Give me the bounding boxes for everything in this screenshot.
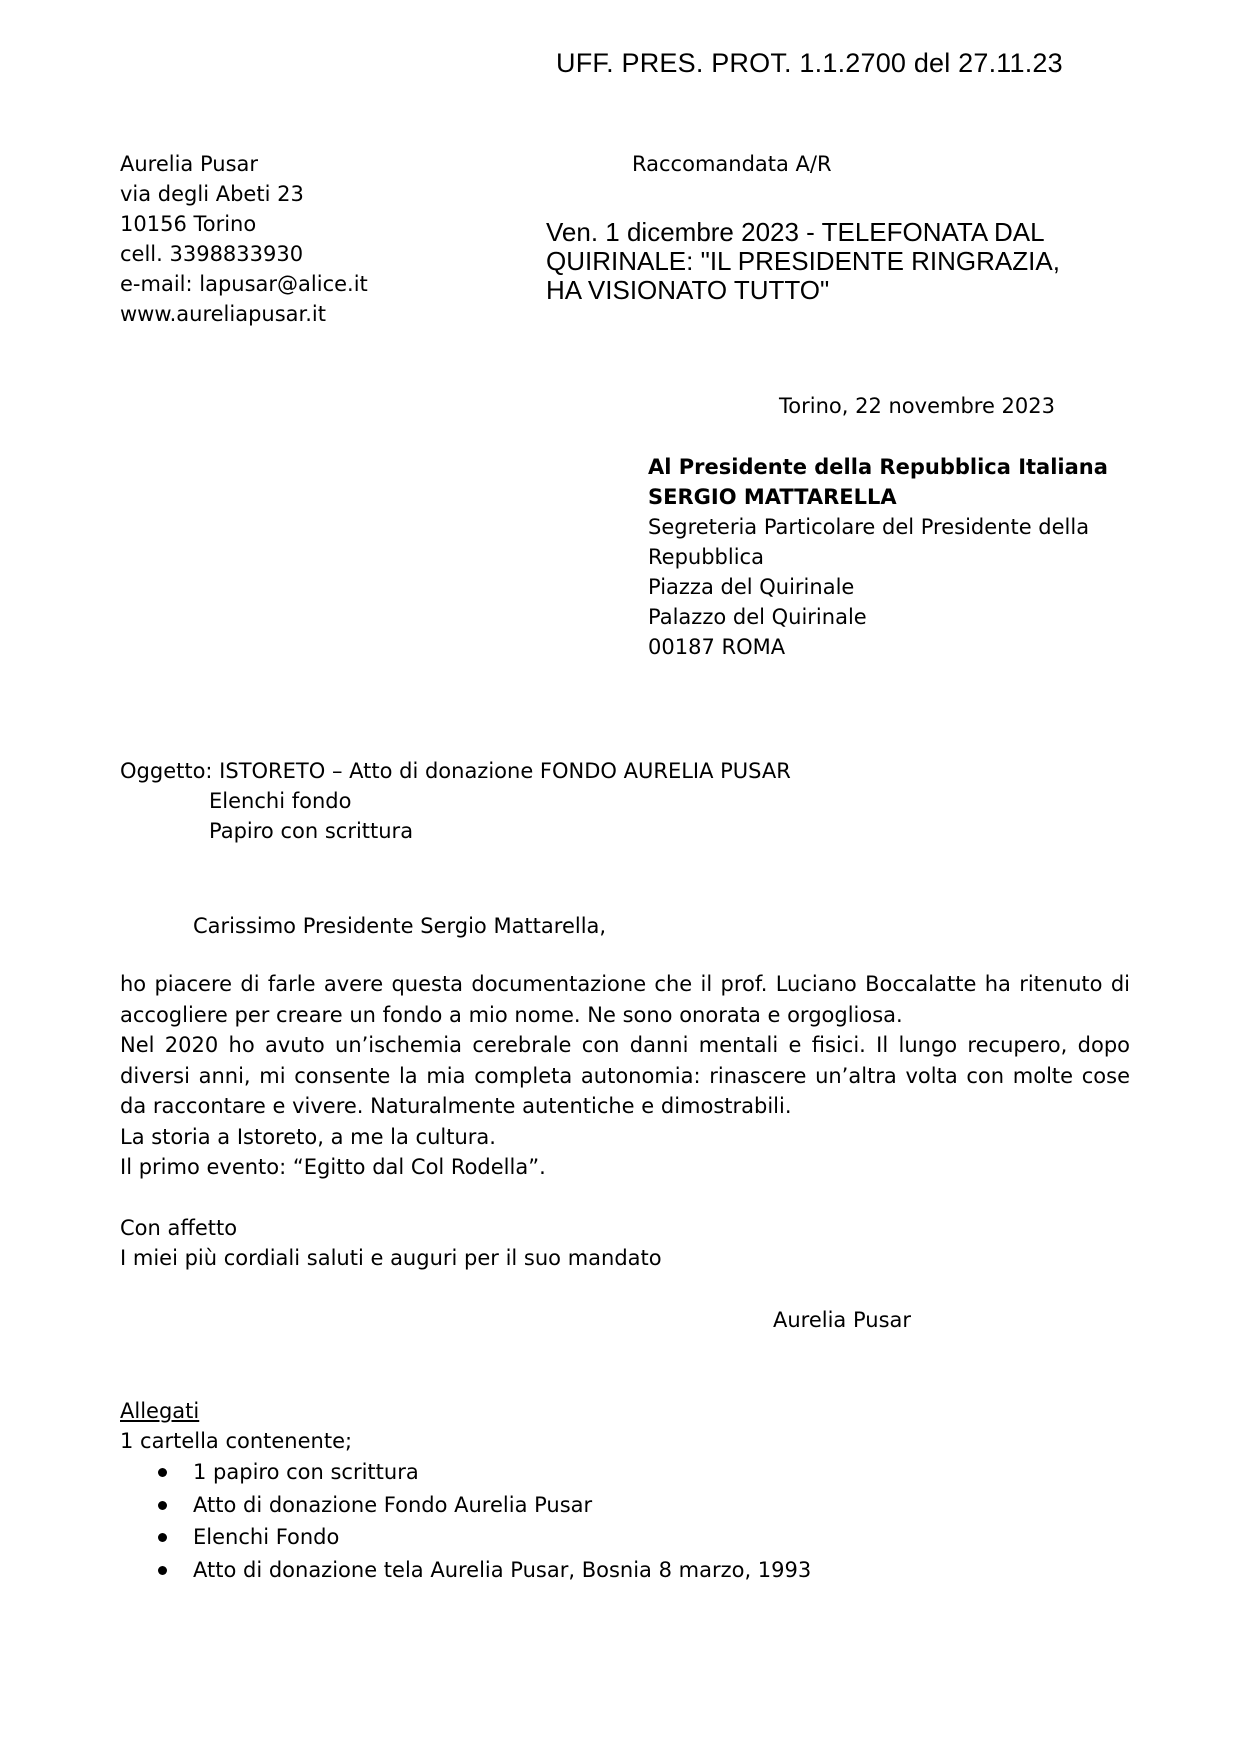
attachment-item (120, 1456, 811, 1489)
delivery-method: Raccomandata A/R (632, 152, 832, 176)
body-paragraph-2: Nel 2020 ho avuto un’ischemia cerebrale con danni mentali e fisici. Il lungo recupero, dopo diversi anni, mi consente la mia completa autonomia: rinascere un’altra volta con molte cose da raccontare e vivere. Naturalmente autentiche e dimostrabili. (120, 1033, 1130, 1118)
bullet-icon (158, 1468, 167, 1477)
attachment-item-label: Elenchi Fondo (193, 1525, 340, 1549)
place-date: Torino, 22 novembre 2023 (779, 394, 1055, 418)
attachment-item-label: Atto di donazione tela Aurelia Pusar, Bosnia 8 marzo, 1993 (193, 1557, 812, 1582)
attachments-list (120, 1456, 811, 1586)
salutation: Carissimo Presidente Sergio Mattarella, (193, 914, 607, 938)
bullet-icon (158, 1533, 167, 1542)
recipient-office-line-1: Segreteria Particolare del Presidente della (648, 515, 1090, 539)
subject-line-1: Oggetto: ISTORETO – Atto di donazione FONDO AURELIA PUSAR (120, 759, 791, 783)
subject-line-3: Papiro con scrittura (209, 819, 414, 843)
attachment-item (120, 1554, 811, 1587)
closing-line-1: Con affetto (120, 1216, 238, 1240)
sender-website: www.aureliapusar.it (120, 302, 326, 326)
signature: Aurelia Pusar (773, 1308, 912, 1332)
closing (120, 1213, 662, 1273)
subject-line-2: Elenchi fondo (209, 789, 352, 813)
attachment-item (120, 1521, 811, 1554)
recipient-city: 00187 ROMA (648, 635, 786, 659)
protocol-stamp: UFF. PRES. PROT. 1.1.2700 del 27.11.23 (556, 48, 1063, 78)
bullet-icon (158, 1501, 167, 1510)
sender-email: e-mail: lapusar@alice.it (120, 272, 368, 296)
bullet-icon (158, 1566, 167, 1575)
sender-name: Aurelia Pusar (120, 152, 259, 176)
call-note-line-2: QUIRINALE: "IL PRESIDENTE RINGRAZIA, (546, 246, 1060, 276)
attachments-section (120, 1396, 811, 1586)
body-paragraph-1: ho piacere di farle avere questa documentazione che il prof. Luciano Boccalatte ha ritenuto di accogliere per creare un fondo a mio nome. Ne sono onorata e orgogliosa. (120, 972, 1130, 1027)
body-paragraph-4: Il primo evento: “Egitto dal Col Rodella”. (120, 1155, 546, 1179)
recipient-square: Piazza del Quirinale (648, 575, 855, 599)
recipient-block (648, 452, 1108, 662)
closing-line-2: I miei più cordiali saluti e auguri per il suo mandato (120, 1246, 662, 1270)
recipient-title: Al Presidente della Repubblica Italiana (648, 455, 1108, 479)
sender-phone: cell. 3398833930 (120, 242, 304, 266)
recipient-office-line-2: Repubblica (648, 545, 764, 569)
call-note-line-3: HA VISIONATO TUTTO" (546, 275, 830, 305)
body-paragraph-3: La storia a Istoreto, a me la cultura. (120, 1124, 496, 1149)
recipient-palace: Palazzo del Quirinale (648, 605, 867, 629)
letter-body (120, 969, 1130, 1183)
call-note-line-1: Ven. 1 dicembre 2023 - TELEFONATA DAL (546, 217, 1045, 247)
attachments-intro: 1 cartella contenente; (120, 1429, 353, 1453)
attachment-item-label: 1 papiro con scrittura (193, 1460, 419, 1484)
attachment-item (120, 1489, 811, 1522)
sender-block (120, 149, 368, 329)
attachment-item-label: Atto di donazione Fondo Aurelia Pusar (193, 1492, 593, 1517)
recipient-name: SERGIO MATTARELLA (648, 485, 897, 509)
sender-street: via degli Abeti 23 (120, 182, 304, 206)
sender-city: 10156 Torino (120, 212, 257, 236)
call-note (546, 218, 1060, 305)
attachments-heading: Allegati (120, 1399, 200, 1423)
